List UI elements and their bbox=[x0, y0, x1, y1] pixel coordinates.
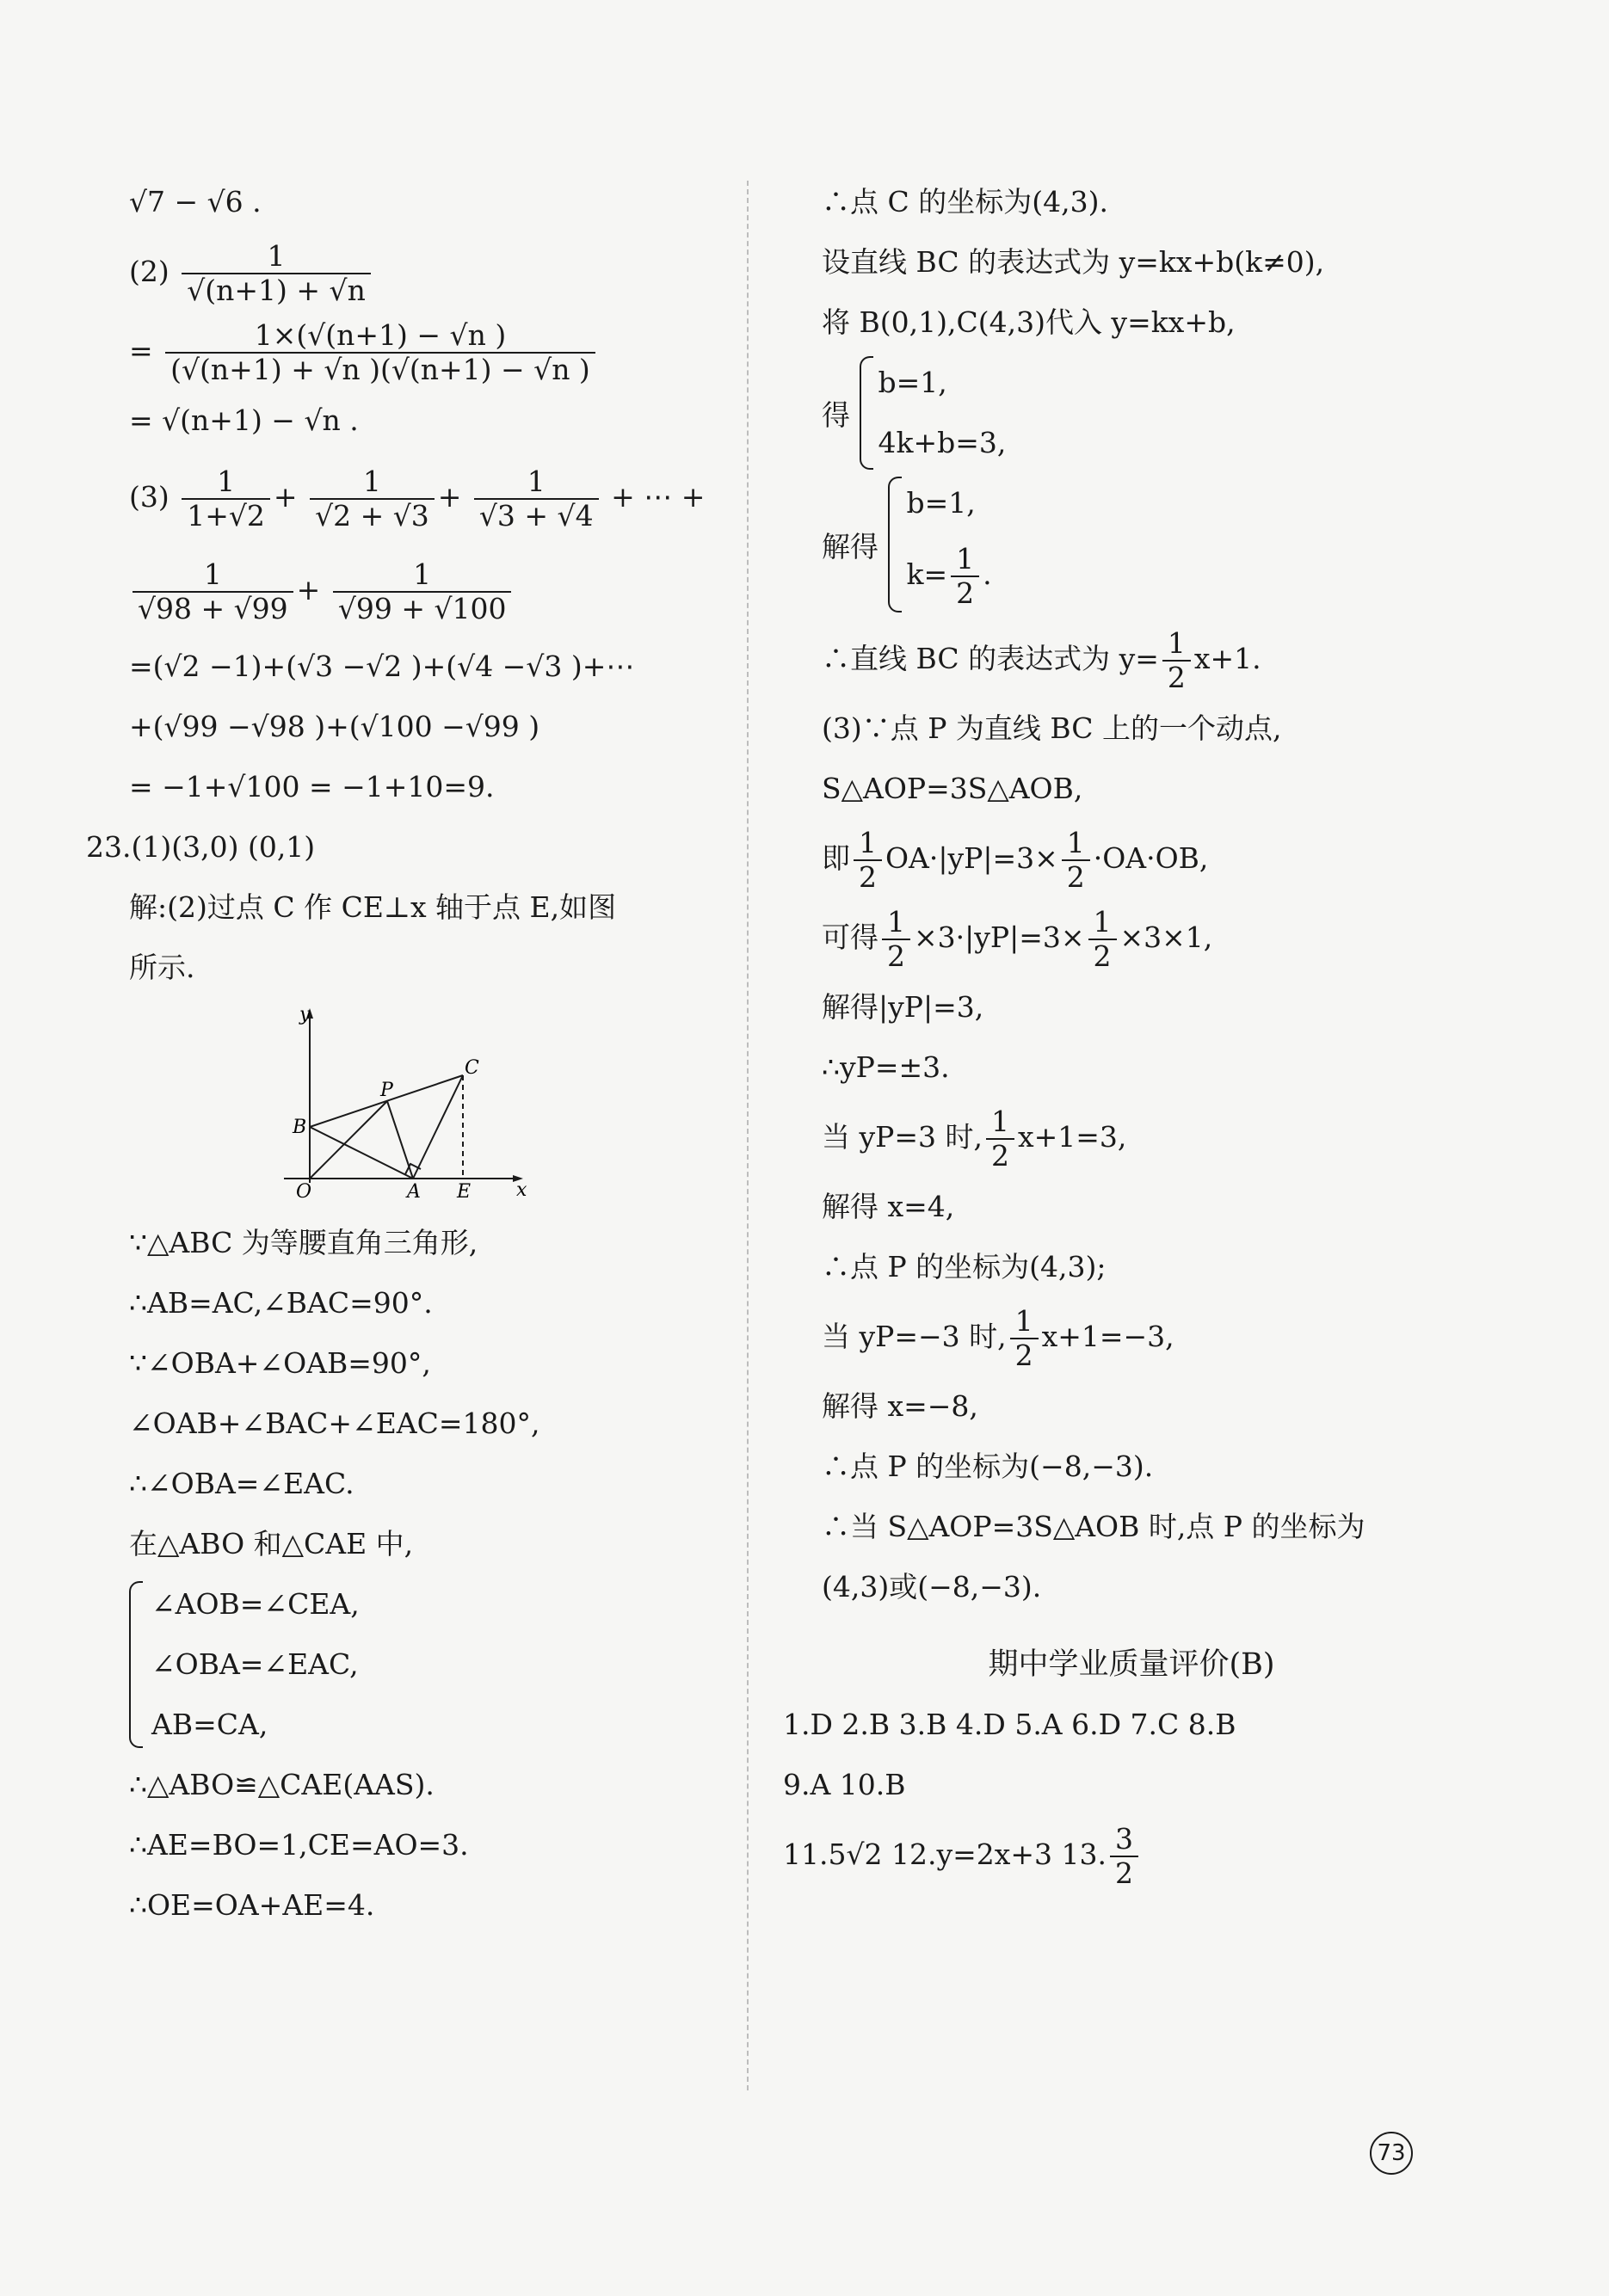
label-o: O bbox=[296, 1181, 312, 1203]
fraction-half bbox=[1162, 627, 1191, 694]
numerator: 1×(√(n+1) − √n ) bbox=[165, 319, 595, 354]
label-e: E bbox=[457, 1181, 472, 1203]
text: 当 yP=−3 时, bbox=[822, 1320, 1007, 1353]
left-column bbox=[86, 172, 731, 1936]
k-equals: k= bbox=[906, 557, 948, 591]
denominator: 2 bbox=[1066, 860, 1085, 894]
abs-yp: 解得|yP|=3, bbox=[822, 990, 984, 1024]
line-substitute: 将 B(0,1),C(4,3)代入 y=kx+b, bbox=[822, 305, 1236, 339]
fraction bbox=[182, 240, 371, 307]
rationalize-step bbox=[129, 311, 731, 391]
label-p: P bbox=[380, 1080, 393, 1101]
fraction bbox=[474, 465, 599, 532]
proof-line-6: 在△ABO 和△CAE 中, bbox=[129, 1527, 414, 1560]
label-a: A bbox=[407, 1181, 421, 1203]
proof-line-8: ∴△ABO≌△CAE(AAS). bbox=[129, 1768, 435, 1801]
label-b: B bbox=[293, 1117, 307, 1138]
condition-2: ∠OBA=∠EAC, bbox=[151, 1647, 359, 1681]
denominator: 2 bbox=[956, 576, 975, 610]
text: ∴直线 BC 的表达式为 y= bbox=[822, 642, 1159, 675]
point-p-1: ∴点 P 的坐标为(4,3); bbox=[822, 1250, 1107, 1283]
equation-system bbox=[860, 353, 1007, 473]
denominator: (√(n+1) + √n )(√(n+1) − √n ) bbox=[170, 353, 590, 386]
numerator: 1 bbox=[182, 465, 270, 500]
congruence-conditions bbox=[129, 1574, 731, 1755]
geometry-figure bbox=[284, 1006, 542, 1204]
case-negative bbox=[822, 1297, 1441, 1376]
fraction-half bbox=[1010, 1305, 1039, 1372]
page-number: 73 bbox=[1370, 2132, 1413, 2175]
numerator: 1 bbox=[333, 558, 512, 593]
figure-svg bbox=[284, 1006, 542, 1204]
fraction-half bbox=[854, 827, 882, 894]
part-3-sum: (3) $\frac{1}{1+√2}$ + $\frac{1}{√2 + √3}$ + $\frac{1}{√3 + √4}$ + ⋯ + bbox=[129, 465, 706, 532]
solution-line-2: 所示. bbox=[129, 951, 195, 984]
area-relation: S△AOP=3S△AOB, bbox=[822, 772, 1083, 805]
line-bc-expression bbox=[822, 619, 1441, 699]
case-positive bbox=[822, 1098, 1441, 1177]
section-heading: 期中学业质量评价(B) bbox=[988, 1647, 1275, 1682]
fraction-half bbox=[986, 1105, 1014, 1173]
text: ×3·|yP|=3× bbox=[914, 920, 1085, 954]
denominator: 2 bbox=[1093, 939, 1112, 973]
proof-line-9: ∴AE=BO=1,CE=AO=3. bbox=[129, 1828, 469, 1862]
conclusion-2: (4,3)或(−8,−3). bbox=[822, 1570, 1042, 1604]
equation-2: 4k+b=3, bbox=[878, 426, 1007, 459]
denominator: 2 bbox=[1115, 1856, 1133, 1890]
proof-line-1: ∵△ABC 为等腰直角三角形, bbox=[129, 1226, 478, 1259]
condition-3: AB=CA, bbox=[151, 1708, 268, 1741]
denominator: 2 bbox=[859, 860, 877, 894]
proof-line-10: ∴OE=OA+AE=4. bbox=[129, 1888, 375, 1922]
text: 11.5√2 12.y=2x+3 13. bbox=[783, 1837, 1107, 1871]
text: x+1=3, bbox=[1017, 1120, 1127, 1154]
text: 当 yP=3 时, bbox=[822, 1120, 983, 1154]
solution-line-1: 解:(2)过点 C 作 CE⊥x 轴于点 E,如图 bbox=[129, 890, 617, 924]
system-1 bbox=[822, 353, 1441, 473]
denominator: 2 bbox=[1014, 1339, 1033, 1372]
numerator: 1 bbox=[474, 465, 599, 500]
denominator: 2 bbox=[887, 939, 905, 973]
proof-line-4: ∠OAB+∠BAC+∠EAC=180°, bbox=[129, 1407, 540, 1440]
equals: = bbox=[129, 334, 153, 367]
numerator: 1 bbox=[1062, 827, 1090, 861]
fraction bbox=[333, 558, 512, 625]
numerator: 1 bbox=[182, 240, 371, 274]
conclusion-1: ∴当 S△AOP=3S△AOB 时,点 P 的坐标为 bbox=[822, 1510, 1365, 1543]
text: ·OA·OB, bbox=[1093, 841, 1209, 875]
point-p-2: ∴点 P 的坐标为(−8,−3). bbox=[822, 1450, 1154, 1483]
text: OA·|yP|=3× bbox=[885, 841, 1058, 875]
period: . bbox=[983, 557, 992, 591]
telescoping-result: = −1+√100 = −1+10=9. bbox=[129, 770, 495, 803]
fraction-half bbox=[1062, 827, 1090, 894]
denominator: √99 + √100 bbox=[337, 592, 507, 625]
answers-row-1: 1.D 2.B 3.B 4.D 5.A 6.D 7.C 8.B bbox=[783, 1708, 1236, 1741]
left-brace bbox=[888, 477, 902, 612]
part-2-expression bbox=[129, 232, 731, 311]
system-label: 解得 bbox=[822, 529, 878, 563]
area-expand bbox=[822, 819, 1441, 898]
text: x+1. bbox=[1193, 642, 1261, 675]
line-sqrt7-sqrt6: √7 − √6 . bbox=[129, 185, 262, 219]
text: ×3×1, bbox=[1119, 920, 1213, 954]
column-divider bbox=[747, 181, 749, 2090]
solution-b: b=1, bbox=[906, 486, 976, 520]
telescoping-line-1: =(√2 −1)+(√3 −√2 )+(√4 −√3 )+⋯ bbox=[129, 649, 635, 683]
question-23-part-1: 23.(1)(3,0) (0,1) bbox=[86, 830, 316, 864]
denominator: 2 bbox=[1167, 661, 1186, 694]
x-equals-minus-8: 解得 x=−8, bbox=[822, 1389, 978, 1423]
text: 即 bbox=[822, 841, 850, 875]
label-c: C bbox=[465, 1057, 479, 1079]
solution-system bbox=[888, 473, 992, 616]
proof-line-5: ∴∠OBA=∠EAC. bbox=[129, 1467, 354, 1500]
fraction-half bbox=[1088, 906, 1117, 973]
text: 可得 bbox=[822, 920, 878, 954]
part-3-intro: (3)∵点 P 为直线 BC 上的一个动点, bbox=[822, 711, 1282, 745]
ellipsis-plus: + ⋯ + bbox=[611, 480, 706, 514]
fraction bbox=[310, 465, 435, 532]
label-x: x bbox=[516, 1179, 527, 1201]
line-bc-setup: 设直线 BC 的表达式为 y=kx+b(k≠0), bbox=[822, 245, 1325, 279]
part-2-label: (2) bbox=[129, 255, 170, 288]
area-substitute bbox=[822, 898, 1441, 977]
left-brace bbox=[129, 1581, 143, 1748]
fraction-three-halves bbox=[1110, 1823, 1138, 1890]
fraction bbox=[182, 465, 270, 532]
fraction-half bbox=[951, 543, 979, 610]
answers-row-3 bbox=[783, 1815, 1441, 1894]
denominator: √98 + √99 bbox=[138, 592, 288, 625]
yp-value: ∴yP=±3. bbox=[822, 1050, 950, 1084]
x-equals-4: 解得 x=4, bbox=[822, 1190, 955, 1223]
proof-line-3: ∵∠OBA+∠OAB=90°, bbox=[129, 1346, 431, 1380]
condition-1: ∠AOB=∠CEA, bbox=[151, 1587, 360, 1621]
system-label: 得 bbox=[822, 397, 850, 432]
denominator: √3 + √4 bbox=[478, 499, 594, 532]
numerator: 1 bbox=[1162, 627, 1191, 662]
numerator: 1 bbox=[1010, 1305, 1039, 1339]
numerator: 1 bbox=[882, 906, 910, 940]
denominator: √(n+1) + √n bbox=[187, 274, 366, 307]
part-3-label: (3) bbox=[129, 480, 170, 514]
segment-ac bbox=[413, 1075, 463, 1179]
part-3-sum-cont: $\frac{1}{√98 + √99}$ + $\frac{1}{√99 + √100}$ bbox=[129, 544, 731, 637]
result-line: = √(n+1) − √n . bbox=[129, 403, 359, 437]
equation-1: b=1, bbox=[878, 366, 947, 399]
numerator: 1 bbox=[951, 543, 979, 577]
numerator: 1 bbox=[310, 465, 435, 500]
fraction bbox=[133, 558, 293, 625]
label-y: y bbox=[299, 1006, 311, 1025]
fraction bbox=[165, 319, 595, 386]
denominator: 1+√2 bbox=[187, 499, 265, 532]
proof-line-2: ∴AB=AC,∠BAC=90°. bbox=[129, 1286, 433, 1320]
denominator: √2 + √3 bbox=[315, 499, 429, 532]
answers-row-2: 9.A 10.B bbox=[783, 1768, 906, 1801]
system-2 bbox=[822, 473, 1441, 619]
fraction-half bbox=[882, 906, 910, 973]
text: x+1=−3, bbox=[1041, 1320, 1174, 1353]
right-column bbox=[783, 172, 1441, 1894]
segment-op bbox=[310, 1101, 387, 1179]
solution-k bbox=[907, 533, 992, 616]
telescoping-line-2: +(√99 −√98 )+(√100 −√99 ) bbox=[129, 710, 540, 743]
denominator: 2 bbox=[990, 1139, 1009, 1173]
numerator: 1 bbox=[986, 1105, 1014, 1140]
numerator: 3 bbox=[1110, 1823, 1138, 1857]
numerator: 1 bbox=[133, 558, 293, 593]
numerator: 1 bbox=[1088, 906, 1117, 940]
left-brace bbox=[860, 356, 873, 470]
numerator: 1 bbox=[854, 827, 882, 861]
line-point-c: ∴点 C 的坐标为(4,3). bbox=[822, 185, 1108, 219]
